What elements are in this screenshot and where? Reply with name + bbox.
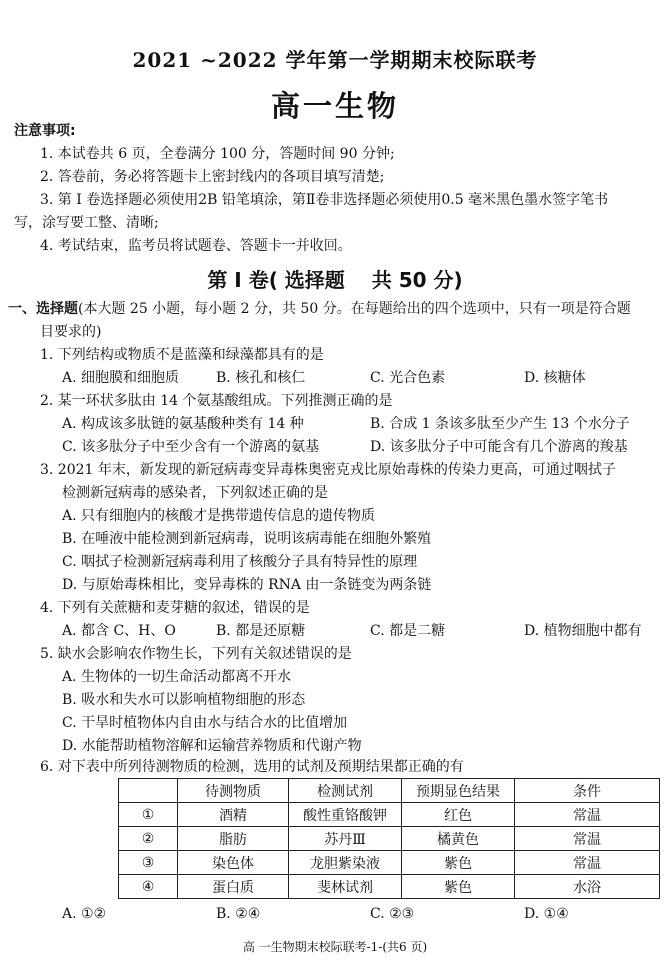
question-2-option-a: A. 构成该多肽链的氨基酸种类有 14 种 bbox=[62, 416, 304, 432]
page-footer: 高 一生物期末校际联考-1-(共6 页) bbox=[242, 940, 428, 954]
table-cell: 红色 bbox=[402, 803, 515, 827]
question-6-stem: 6. 对下表中所列待测物质的检测，选用的试剂及预期结果都正确的有 bbox=[40, 759, 464, 775]
question-2-option-b: B. 合成 1 条该多肽至少产生 13 个水分子 bbox=[370, 416, 630, 432]
question-5-option-b: B. 吸水和失水可以影响植物细胞的形态 bbox=[62, 692, 306, 708]
table-cell: 紫色 bbox=[402, 851, 515, 875]
notes-title: 注意事项: bbox=[14, 123, 76, 139]
question-5-stem: 5. 缺水会影响农作物生长，下列有关叙述错误的是 bbox=[40, 646, 352, 662]
note-item-3: 3. 第 Ⅰ 卷选择题必须使用2B 铅笔填涂，第Ⅱ卷非选择题必须使用0.5 毫米黑色墨水签字笔书 bbox=[40, 192, 609, 208]
question-3-option-b: B. 在唾液中能检测到新冠病毒，说明该病毒能在细胞外繁殖 bbox=[62, 531, 432, 547]
table-header-row bbox=[119, 779, 660, 803]
question-6-option-a: A. ①② bbox=[62, 906, 107, 922]
section-intro-cont: 目要求的) bbox=[40, 324, 102, 340]
exam-title: 2021 ~2022 学年第一学期期末校际联考 bbox=[132, 48, 538, 72]
question-1-option-d: D. 核糖体 bbox=[524, 370, 586, 386]
table-cell: 常温 bbox=[515, 851, 660, 875]
test-table bbox=[118, 778, 660, 899]
table-header-cell bbox=[119, 779, 178, 803]
question-2-option-c: C. 该多肽分子中至少含有一个游离的氨基 bbox=[62, 439, 320, 455]
table-cell: 酒精 bbox=[178, 803, 289, 827]
question-5-option-d: D. 水能帮助植物溶解和运输营养物质和代谢产物 bbox=[62, 738, 362, 754]
question-2-stem: 2. 某一环状多肽由 14 个氨基酸组成。下列推测正确的是 bbox=[40, 393, 393, 409]
table-cell: 苏丹Ⅲ bbox=[289, 827, 402, 851]
table-cell: 常温 bbox=[515, 827, 660, 851]
question-2-option-d: D. 该多肽分子中可能含有几个游离的羧基 bbox=[370, 439, 628, 455]
table-cell: ③ bbox=[119, 851, 178, 875]
question-6-option-c: C. ②③ bbox=[370, 906, 415, 922]
table-row bbox=[119, 851, 660, 875]
question-1-option-b: B. 核孔和核仁 bbox=[216, 370, 306, 386]
question-4-option-b: B. 都是还原糖 bbox=[216, 623, 306, 639]
question-3-stem-cont: 检测新冠病毒的感染者，下列叙述正确的是 bbox=[62, 485, 328, 501]
question-1-option-a: A. 细胞膜和细胞质 bbox=[62, 370, 180, 386]
question-4-option-a: A. 都含 C、H、O bbox=[62, 623, 176, 639]
note-item-4: 4. 考试结束，监考员将试题卷、答题卡一并收回。 bbox=[40, 238, 352, 254]
table-header-cell: 待测物质 bbox=[178, 779, 289, 803]
table-header-cell: 条件 bbox=[515, 779, 660, 803]
section-intro bbox=[8, 299, 631, 319]
table-cell: 酸性重铬酸钾 bbox=[289, 803, 402, 827]
note-item-3-cont: 写，涂写要工整、清晰; bbox=[14, 215, 159, 231]
question-3-option-a: A. 只有细胞内的核酸才是携带遗传信息的遗传物质 bbox=[62, 508, 376, 524]
section-intro-text: (本大题 25 小题，每小题 2 分，共 50 分。在每题给出的四个选项中，只有一项是符合题 bbox=[78, 301, 631, 317]
section-title: 第 Ⅰ 卷( 选择题 共 50 分) bbox=[207, 268, 463, 292]
question-3-option-c: C. 咽拭子检测新冠病毒利用了核酸分子具有特异性的原理 bbox=[62, 554, 418, 570]
table-cell: 紫色 bbox=[402, 875, 515, 899]
table-header-cell: 预期显色结果 bbox=[402, 779, 515, 803]
question-3-option-d: D. 与原始毒株相比，变异毒株的 RNA 由一条链变为两条链 bbox=[62, 577, 432, 593]
question-4-option-d: D. 植物细胞中都有 bbox=[524, 623, 642, 639]
question-5-option-c: C. 干旱时植物体内自由水与结合水的比值增加 bbox=[62, 715, 348, 731]
table-cell: 脂肪 bbox=[178, 827, 289, 851]
table-cell: 常温 bbox=[515, 803, 660, 827]
question-1-option-c: C. 光合色素 bbox=[370, 370, 446, 386]
table-row bbox=[119, 875, 660, 899]
table-cell: ② bbox=[119, 827, 178, 851]
table-cell: ① bbox=[119, 803, 178, 827]
question-5-option-a: A. 生物体的一切生命活动都离不开水 bbox=[62, 669, 292, 685]
table-cell: 染色体 bbox=[178, 851, 289, 875]
table-cell: 龙胆紫染液 bbox=[289, 851, 402, 875]
table-cell: 水浴 bbox=[515, 875, 660, 899]
section-intro-head: 一、选择题 bbox=[8, 301, 78, 317]
table-cell: ④ bbox=[119, 875, 178, 899]
question-4-stem: 4. 下列有关蔗糖和麦芽糖的叙述，错误的是 bbox=[40, 600, 310, 616]
question-6-option-b: B. ②④ bbox=[216, 906, 261, 922]
question-3-stem: 3. 2021 年末，新发现的新冠病毒变异毒株奥密克戎比原始毒株的传染力更高，可通过咽拭子 bbox=[40, 462, 616, 478]
question-4-option-c: C. 都是二糖 bbox=[370, 623, 446, 639]
note-item-1: 1. 本试卷共 6 页，全卷满分 100 分，答题时间 90 分钟; bbox=[40, 146, 395, 162]
note-item-2: 2. 答卷前，务必将答题卡上密封线内的各项目填写清楚; bbox=[40, 169, 385, 185]
table-row bbox=[119, 803, 660, 827]
subject-title: 高一生物 bbox=[270, 89, 399, 123]
table-cell: 蛋白质 bbox=[178, 875, 289, 899]
question-1-stem: 1. 下列结构或物质不是蓝藻和绿藻都具有的是 bbox=[40, 347, 324, 363]
table-row bbox=[119, 827, 660, 851]
table-cell: 橘黄色 bbox=[402, 827, 515, 851]
table-header-cell: 检测试剂 bbox=[289, 779, 402, 803]
table-cell: 斐林试剂 bbox=[289, 875, 402, 899]
question-6-option-d: D. ①④ bbox=[524, 906, 569, 922]
